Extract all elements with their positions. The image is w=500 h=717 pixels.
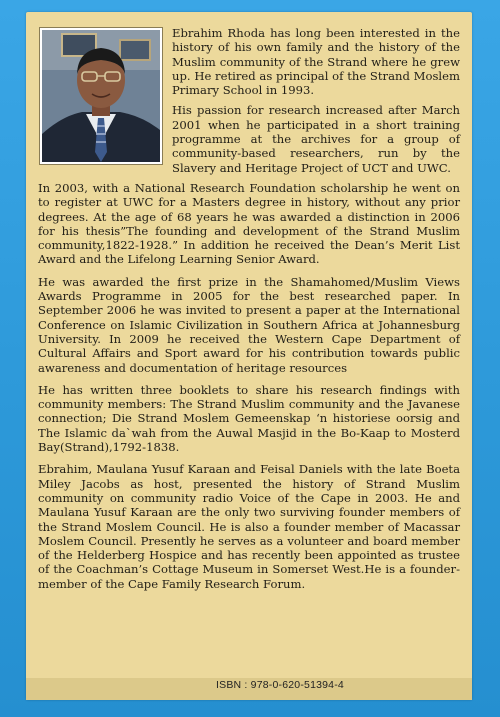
isbn-number: ISBN : 978-0-620-51394-4 — [216, 679, 344, 691]
isbn-strip — [26, 678, 472, 700]
biography-panel — [26, 12, 472, 700]
paragraph-booklets: He has written three booklets to share his research findings with community members: The Strand Muslim community and the Javanese connection; Die Strand Moslem Gemeenskap ‘n historiese oorsig and The Islamic da`wah from the Auwal Masjid in the Bo-Kaap to Mosterd Bay(Strand),1792-1838. — [38, 382, 460, 455]
intro-section — [38, 26, 460, 175]
paragraph-masters: In 2003, with a National Research Foundation scholarship he went on to register at UWC for a Masters degree in history, without any prior degrees. At the age of 68 years he was awarded a distinction in 2006 for his thesis”The founding and development of the Strand Muslim community,1822-1928.” In addition he received the Dean’s Merit List Award and the Lifelong Learning Senior Award. — [38, 180, 460, 267]
paragraph-intro: Ebrahim Rhoda has long been interested in the history of his own family and the history of the Muslim community of the Strand where he grew up. He retired as principal of the Strand Moslem Primary School in 1993. — [172, 26, 460, 98]
paragraph-research: His passion for research increased after March 2001 when he participated in a short training programme at the archives for a group of community-based researchers, run by the Slavery and Heritage Project of UCT and UWC. — [172, 103, 460, 175]
paragraph-awards: He was awarded the first prize in the Shamahomed/Muslim Views Awards Programme in 2005 for the best researched paper. In September 2006 he was invited to present a paper at the International Conference on Islamic Civilization in Southern Africa at Johannesburg University. In 2009 he received the Western Cape Department of Cultural Affairs and Sport award for his contribution towards public awareness and documentation of heritage resources — [38, 274, 460, 375]
author-portrait-icon — [42, 30, 160, 162]
paragraph-community: Ebrahim, Maulana Yusuf Karaan and Feisal Daniels with the late Boeta Miley Jacobs as host, presented the history of Strand Muslim community on community radio Voice of the Cape in 2003. He and Maulana Yusuf Karaan are the only two surviving founder members of the Strand Moslem Council. He is also a founder member of Macassar Moslem Council. Presently he serves as a volunteer and board member of the Helderberg Hospice and has recently been appointed as trustee of the Coachman’s Cottage Museum in Somerset West.He is a founder-member of the Cape Family Research Forum. — [38, 462, 460, 591]
author-photo — [40, 28, 162, 164]
